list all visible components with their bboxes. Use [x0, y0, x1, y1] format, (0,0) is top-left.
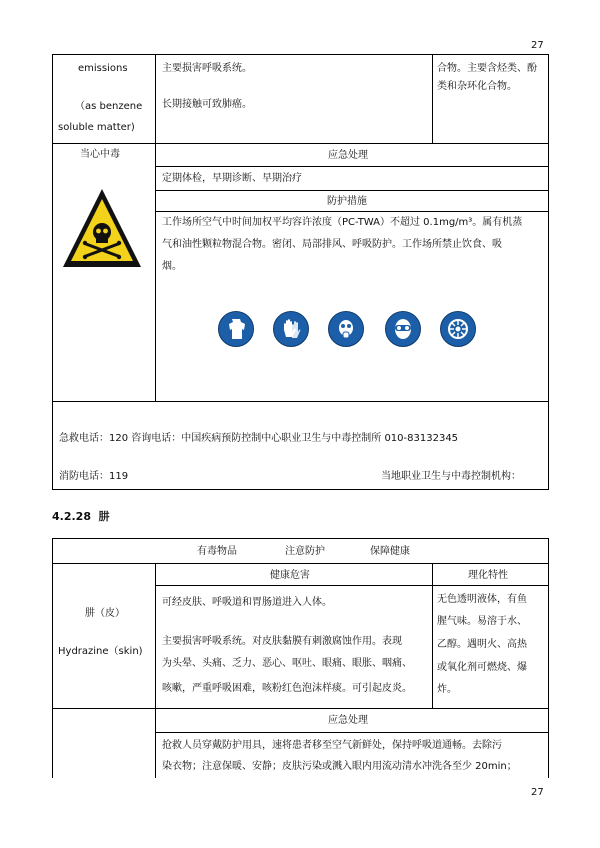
banner-protect: 注意防护	[285, 546, 325, 557]
gas-mask-icon	[328, 311, 364, 347]
safety-goggles-icon	[385, 311, 421, 347]
section-title: 肼	[98, 510, 110, 523]
substance-name-cn: 肼（皮）	[85, 608, 125, 619]
health-header: 健康危害	[270, 570, 310, 581]
substance-name-en: Hydrazine（skin)	[58, 646, 143, 657]
health-hazard-line: 可经皮肤、呼吸道和胃肠道进入人体。	[162, 597, 332, 608]
physchem-line: 乙醇。遇明火、高热	[437, 639, 527, 650]
dust-mask-icon	[440, 311, 476, 347]
physchem-line: 炸。	[437, 684, 457, 695]
section-number: 4.2.28	[52, 510, 91, 523]
emergency-header: 应急处理	[328, 150, 368, 161]
physchem-line: 腥气味。易溶于水、	[437, 616, 527, 627]
health-hazard-line: 长期接触可致肺癌。	[162, 99, 252, 110]
protection-line: 烟。	[162, 261, 182, 272]
protection-header: 防护措施	[327, 196, 367, 207]
header-rule	[52, 54, 548, 55]
emergency-line: 抢救人员穿戴防护用具，速将患者移至空气新鲜处，保持呼吸道通畅。去除污	[162, 740, 502, 751]
local-agency: 当地职业卫生与中毒控制机构：	[381, 471, 521, 482]
fire-phone: 消防电话：119	[59, 471, 129, 482]
substance-name-en-line: （as benzene	[75, 101, 143, 112]
protective-gloves-icon	[273, 311, 309, 347]
page-number-top: 27	[531, 40, 544, 51]
emergency-line: 染衣物；注意保暖、安静；皮肤污染或溅入眼内用流动清水冲洗各至少 20min；	[162, 761, 517, 772]
health-hazard-line: 主要损害呼吸系统。	[162, 63, 252, 74]
protection-line: 气和油性颗粒物混合物。密闭、局部排风、呼吸防护。工作场所禁止饮食、吸	[162, 239, 502, 250]
caution-label: 当心中毒	[80, 149, 120, 160]
toxic-warning-sign-icon	[60, 186, 144, 272]
health-hazard-line: 为头晕、头痛、乏力、恶心、呕吐、眼痛、眼胀、咽痛、	[162, 658, 412, 669]
page-number-bottom: 27	[531, 787, 544, 798]
substance-name-en-line: soluble matter)	[58, 122, 135, 133]
banner-health: 保障健康	[370, 546, 410, 557]
health-hazard-line: 主要损害呼吸系统。对皮肤黏膜有刺激腐蚀作用。表现	[162, 636, 402, 647]
health-hazard-line: 咳嗽，严重呼吸困难，咳粉红色泡沫样痰。可引起皮炎。	[162, 683, 412, 694]
section-heading	[52, 510, 110, 524]
contact-line: 急救电话：120 咨询电话：中国疾病预防控制中心职业卫生与中毒控制所 010-83132345	[59, 433, 459, 444]
protective-clothing-icon	[218, 311, 254, 347]
physchem-line: 类和杂环化合物。	[437, 81, 517, 92]
physchem-line: 或氧化剂可燃烧、爆	[437, 662, 527, 673]
emergency-text: 定期体检，早期诊断、早期治疗	[162, 173, 302, 184]
emergency-header: 应急处理	[328, 715, 368, 726]
physchem-line: 无色透明液体，有鱼	[437, 594, 527, 605]
physchem-line: 合物。主要含烃类、酚	[437, 63, 537, 74]
props-header: 理化特性	[468, 570, 508, 581]
substance-name-en-line: emissions	[78, 63, 128, 74]
banner-toxic: 有毒物品	[197, 546, 237, 557]
protection-line: 工作场所空气中时间加权平均容许浓度（PC-TWA）不超过 0.1mg/m³。属有机蒸	[162, 217, 523, 228]
